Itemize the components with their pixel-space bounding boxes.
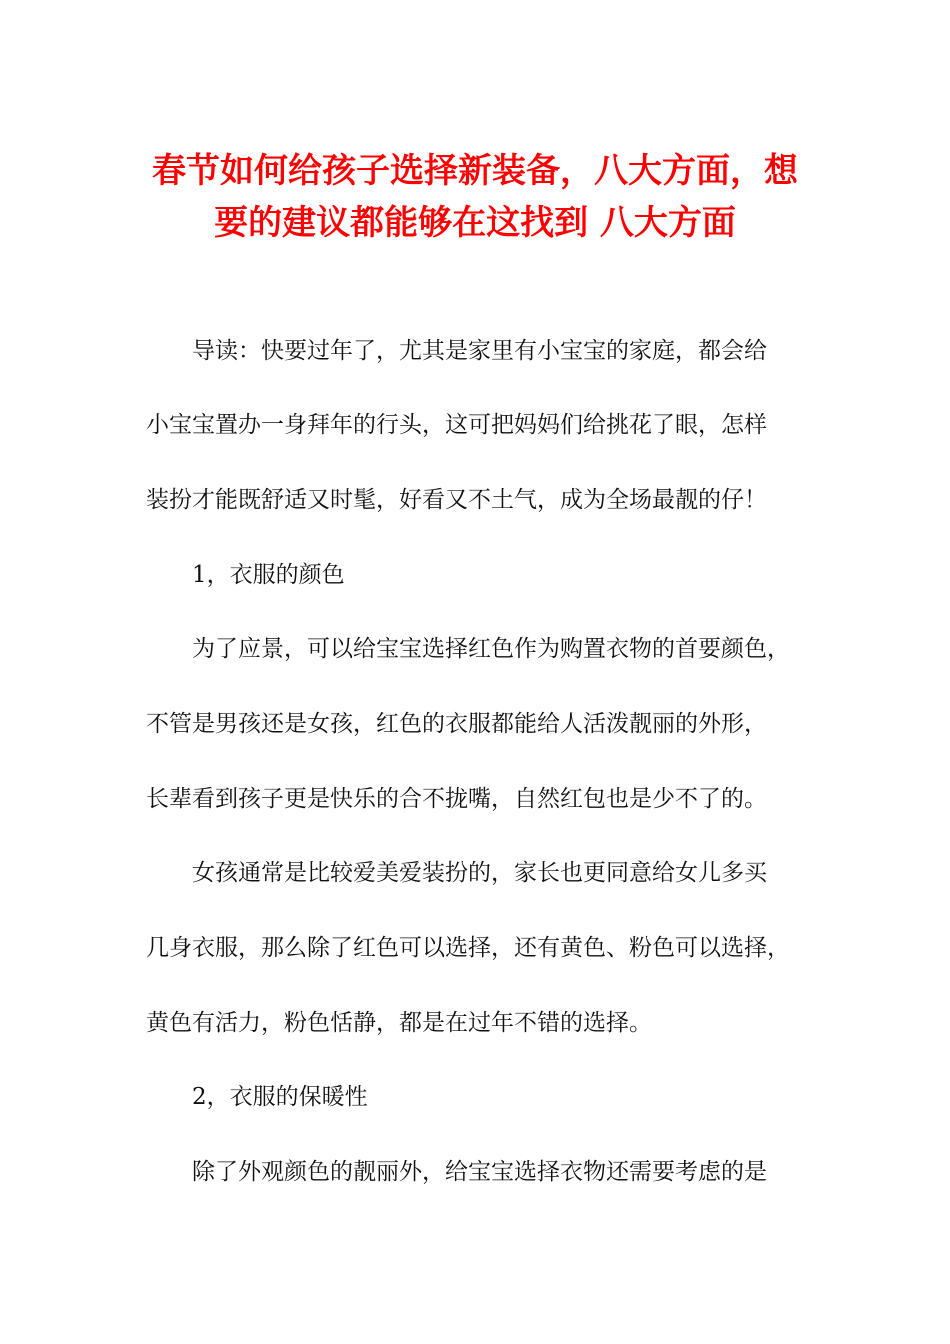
article-title-line-2: 要的建议都能够在这找到 八大方面	[214, 203, 736, 243]
section-heading-1: 1，衣服的颜色	[192, 562, 345, 588]
paragraph-girls-line-1: 女孩通常是比较爱美爱装扮的，家长也更同意给女儿多买	[192, 860, 767, 886]
paragraph-color-line-3: 长辈看到孩子更是快乐的合不拢嘴，自然红包也是少不了的。	[146, 786, 767, 812]
article-title-line-1: 春节如何给孩子选择新装备，八大方面，想	[152, 151, 798, 191]
paragraph-intro-line-1: 导读：快要过年了，尤其是家里有小宝宝的家庭，都会给	[192, 338, 767, 364]
paragraph-intro-line-2: 小宝宝置办一身拜年的行头，这可把妈妈们给挑花了眼，怎样	[146, 412, 767, 438]
paragraph-girls-line-3: 黄色有活力，粉色恬静，都是在过年不错的选择。	[146, 1010, 652, 1036]
paragraph-warmth-line-1: 除了外观颜色的靓丽外，给宝宝选择衣物还需要考虑的是	[192, 1159, 767, 1185]
paragraph-color-line-2: 不管是男孩还是女孩，红色的衣服都能给人活泼靓丽的外形，	[146, 711, 767, 737]
paragraph-girls-line-2: 几身衣服，那么除了红色可以选择，还有黄色、粉色可以选择，	[146, 935, 790, 961]
paragraph-intro-line-3: 装扮才能既舒适又时髦，好看又不土气，成为全场最靓的仔！	[146, 487, 767, 513]
section-heading-2: 2，衣服的保暖性	[192, 1084, 368, 1110]
paragraph-color-line-1: 为了应景，可以给宝宝选择红色作为购置衣物的首要颜色，	[192, 636, 790, 662]
